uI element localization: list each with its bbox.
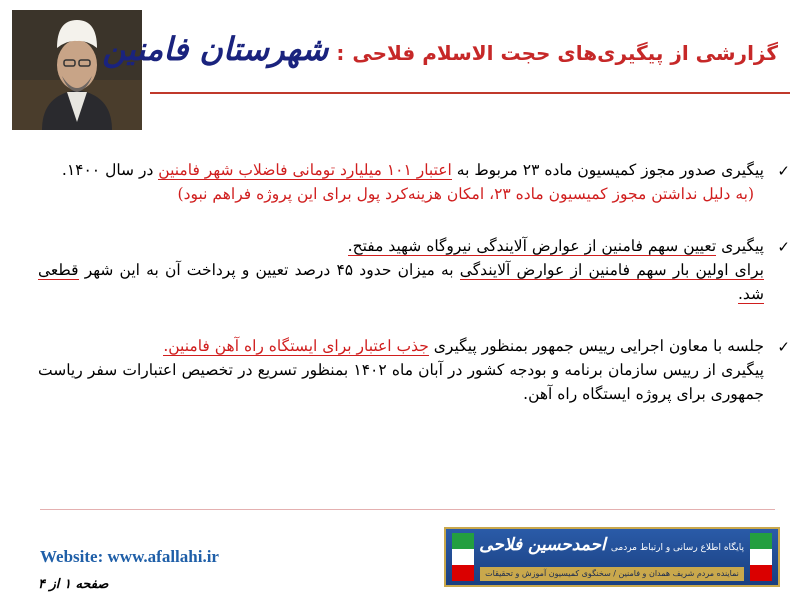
highlighted-text: جذب اعتبار برای ایستگاه راه آهن فامنین. <box>163 337 429 355</box>
header-divider <box>150 92 790 94</box>
banner-subtitle: نماینده مردم شریف همدان و فامنین / سخنگوی کمیسیون آموزش و تحقیقات <box>480 567 744 581</box>
check-mark-icon: ✓ <box>777 162 790 180</box>
item-detail: پیگیری از رییس سازمان برنامه و بودجه کشور در آبان ماه ۱۴۰۲ بمنظور تسریع در تخصیص اعتبارات سفر ریاست جمهوری برای پروژه ایستگاه راه آهن. <box>38 361 764 403</box>
check-mark-icon: ✓ <box>777 338 790 356</box>
item-text: جلسه با معاون اجرایی رییس جمهور بمنظور پیگیری جذب اعتبار برای ایستگاه راه آهن فامنین. <box>163 337 764 355</box>
iran-flag-icon <box>750 533 772 581</box>
item-text: پیگیری تعیین سهم فامنین از عوارض آلایندگی نیروگاه شهید مفتح. <box>347 237 764 255</box>
page-number: صفحه ۱ از ۴ <box>38 577 109 592</box>
item-text: پیگیری صدور مجوز کمیسیون ماده ۲۳ مربوط به اعتبار ۱۰۱ میلیارد تومانی فاضلاب شهر فامنین در سال ۱۴۰۰. <box>61 161 764 179</box>
highlighted-text: تعیین سهم فامنین از عوارض آلایندگی نیروگاه شهید مفتح. <box>347 237 717 255</box>
check-mark-icon: ✓ <box>777 238 790 256</box>
highlighted-text: قطعی شد. <box>38 261 764 303</box>
footer-divider <box>40 509 775 510</box>
banner-title: پایگاه اطلاع رسانی و ارتباط مردمی احمدحسین فلاحی <box>479 535 744 555</box>
city-name: شهرستان فامنین <box>102 30 329 68</box>
item-detail: برای اولین بار سهم فامنین از عوارض آلایندگی به میزان حدود ۴۵ درصد تعیین و پرداخت آن به این شهر قطعی شد. <box>38 261 764 303</box>
item-note: (به دلیل نداشتن مجوز کمیسیون ماده ۲۳، امکان هزینه‌کرد پول برای این پروژه فراهم نبود) <box>177 185 754 203</box>
iran-flag-icon <box>452 533 474 581</box>
portrait-photo <box>12 10 142 130</box>
website-link[interactable]: Website: www.afallahi.ir <box>40 547 219 566</box>
page-title <box>102 30 778 68</box>
report-body <box>38 158 790 406</box>
site-banner <box>444 527 780 587</box>
report-item <box>38 158 790 206</box>
report-item <box>38 234 790 306</box>
highlighted-text: اعتبار ۱۰۱ میلیارد تومانی فاضلاب شهر فامنین <box>158 161 452 179</box>
highlighted-text: برای اولین بار سهم فامنین از عوارض آلایندگی <box>459 261 764 279</box>
report-item <box>38 334 790 406</box>
title-separator: : <box>336 41 345 65</box>
report-title: گزارشی از پیگیری‌های حجت الاسلام فلاحی <box>352 41 778 65</box>
